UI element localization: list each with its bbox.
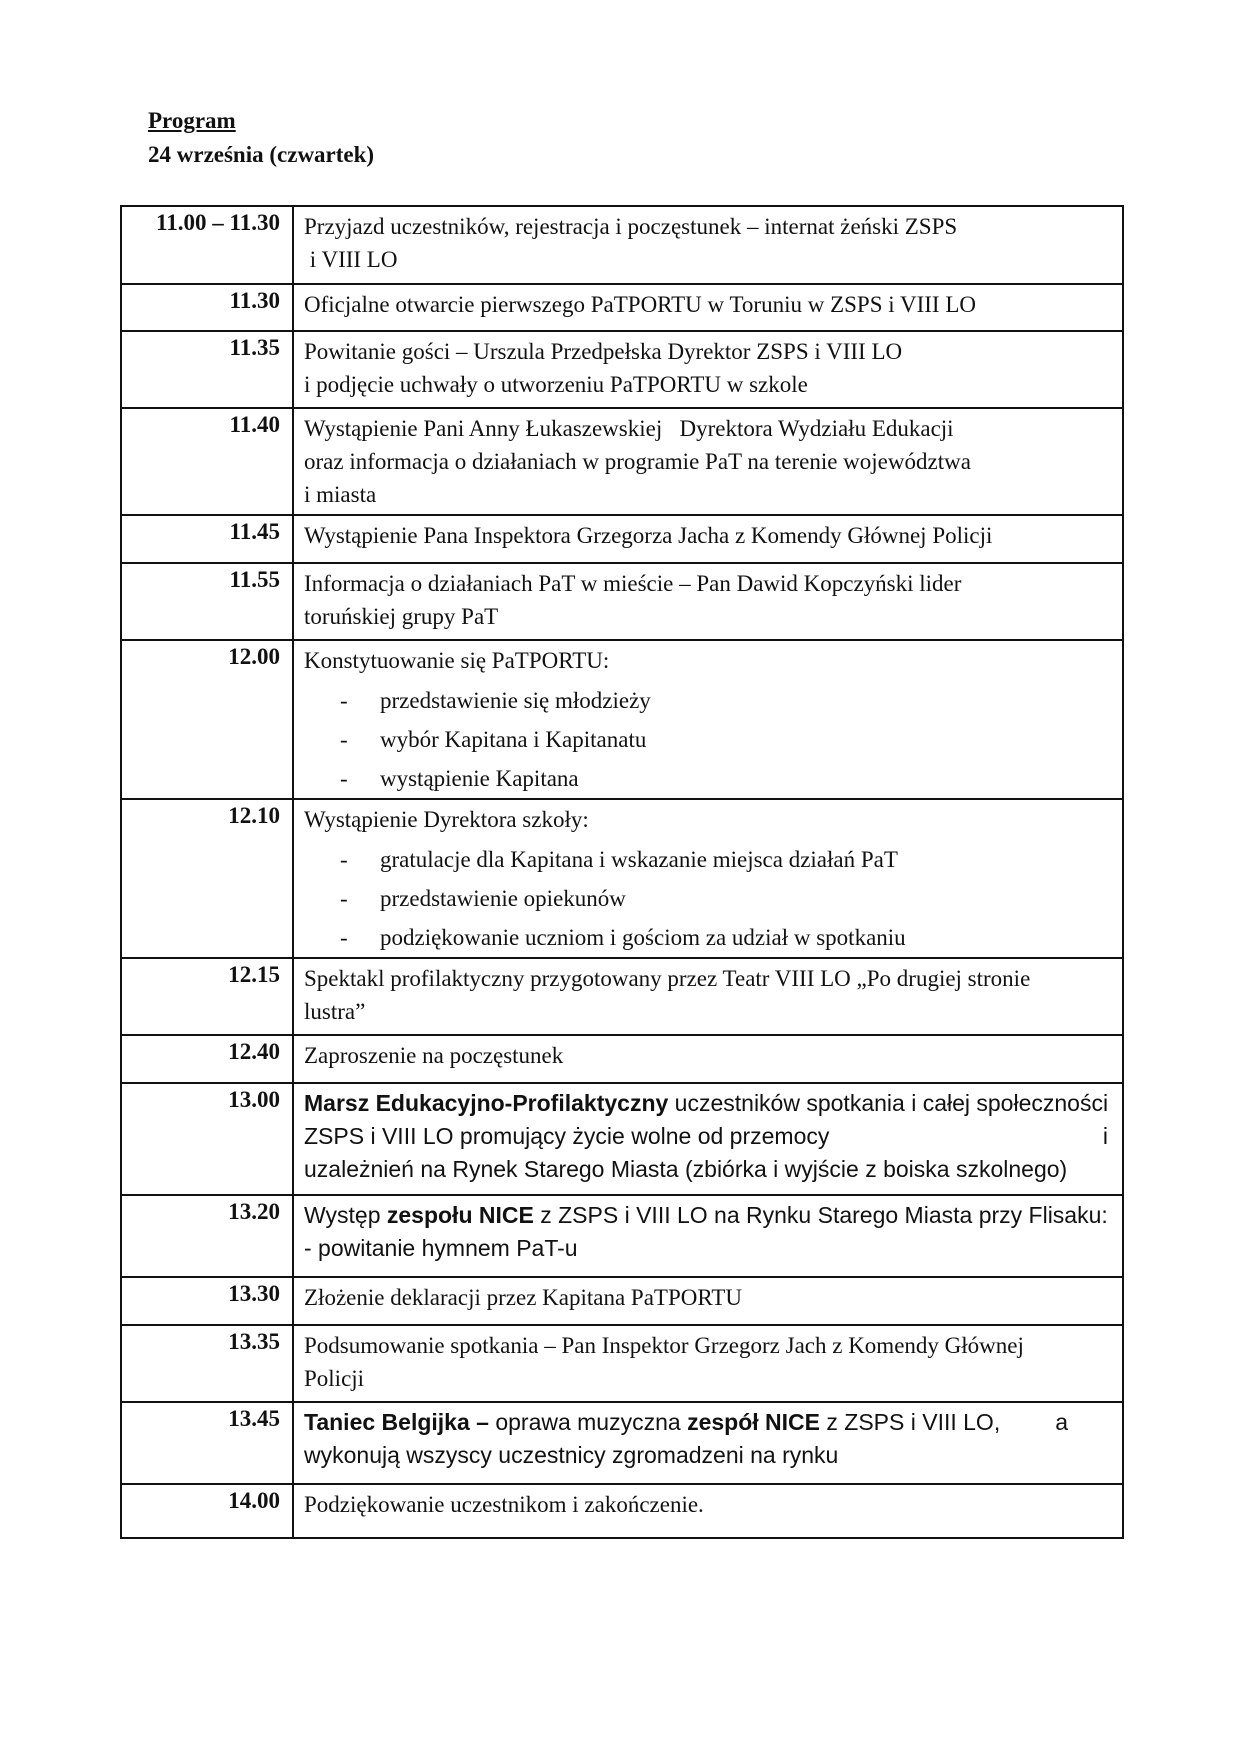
description-cell <box>293 1325 1123 1402</box>
description-cell <box>293 640 1123 799</box>
description-cell <box>293 331 1123 408</box>
description-cell <box>293 1195 1123 1277</box>
description-line: toruńskiej grupy PaT <box>304 604 499 629</box>
description-cell <box>293 408 1123 515</box>
description-line: i podjęcie uchwały o utworzeniu PaTPORTU w szkole <box>304 372 808 397</box>
table-row <box>121 331 1123 408</box>
time-cell: 12.15 <box>121 958 293 1035</box>
list-item: - gratulacje dla Kapitana i wskazanie miejsca działań PaT <box>340 847 898 872</box>
time-cell: 13.00 <box>121 1083 293 1195</box>
page-subtitle-date: 24 września (czwartek) <box>148 142 375 167</box>
description-line: Marsz Edukacyjno-Profilaktyczny uczestników spotkania i całej społeczności <box>304 1090 1109 1116</box>
table-row <box>121 408 1123 515</box>
time-cell: 11.40 <box>121 408 293 515</box>
description-line: Wystąpienie Pana Inspektora Grzegorza Jacha z Komendy Głównej Policji <box>304 523 993 548</box>
list-item: - podziękowanie uczniom i gościom za udział w spotkaniu <box>340 925 906 950</box>
table-row <box>121 958 1123 1035</box>
description-line: Zaproszenie na poczęstunek <box>304 1043 564 1068</box>
time-cell: 11.30 <box>121 284 293 331</box>
description-line: uzależnień na Rynek Starego Miasta (zbiórka i wyjście z boiska szkolnego) <box>304 1156 1068 1182</box>
time-cell: 12.10 <box>121 799 293 958</box>
description-intro: Wystąpienie Dyrektora szkoły: <box>304 807 589 832</box>
table-row <box>121 640 1123 799</box>
description-cell <box>293 206 1123 284</box>
list-item: - wybór Kapitana i Kapitanatu <box>340 727 647 752</box>
table-row <box>121 1035 1123 1083</box>
time-cell: 11.55 <box>121 563 293 640</box>
table-row <box>121 1083 1123 1195</box>
bullet-list <box>304 840 1112 957</box>
description-line: Przyjazd uczestników, rejestracja i poczęstunek – internat żeński ZSPS <box>304 214 958 239</box>
description-line: Informacja o działaniach PaT w mieście – Pan Dawid Kopczyński lider <box>304 571 962 596</box>
description-cell <box>293 1277 1123 1325</box>
description-line: Policji <box>304 1366 365 1391</box>
time-cell: 13.30 <box>121 1277 293 1325</box>
description-line: lustra” <box>304 999 366 1024</box>
description-line: Powitanie gości – Urszula Przedpełska Dyrektor ZSPS i VIII LO <box>304 339 903 364</box>
description-line: - powitanie hymnem PaT-u <box>304 1235 578 1261</box>
time-cell: 12.00 <box>121 640 293 799</box>
description-line: oraz informacja o działaniach w programie PaT na terenie województwa <box>304 449 971 474</box>
program-table <box>120 205 1124 1539</box>
description-cell <box>293 1035 1123 1083</box>
table-row <box>121 563 1123 640</box>
description-cell <box>293 958 1123 1035</box>
time-cell: 12.40 <box>121 1035 293 1083</box>
description-cell <box>293 799 1123 958</box>
description-cell <box>293 1402 1123 1484</box>
time-cell: 14.00 <box>121 1484 293 1538</box>
time-cell: 11.00 – 11.30 <box>121 206 293 284</box>
table-row <box>121 1325 1123 1402</box>
bold-text: zespołu NICE <box>386 1202 534 1228</box>
table-row <box>121 1484 1123 1538</box>
table-row <box>121 1277 1123 1325</box>
table-row <box>121 515 1123 563</box>
description-line: Występ zespołu NICE z ZSPS i VIII LO na Rynku Starego Miasta przy Flisaku: <box>304 1202 1108 1228</box>
table-row <box>121 1195 1123 1277</box>
description-line: i miasta <box>304 482 377 507</box>
program-heading <box>148 104 374 172</box>
table-row <box>121 206 1123 284</box>
description-line: Złożenie deklaracji przez Kapitana PaTPORTU <box>304 1285 742 1310</box>
table-row <box>121 284 1123 331</box>
list-item: - przedstawienie opiekunów <box>340 886 626 911</box>
description-cell <box>293 563 1123 640</box>
bold-text: Marsz Edukacyjno-Profilaktyczny <box>304 1090 669 1116</box>
description-cell <box>293 1484 1123 1538</box>
list-item: - przedstawienie się młodzieży <box>340 688 651 713</box>
description-line: Podsumowanie spotkania – Pan Inspektor Grzegorz Jach z Komendy Głównej <box>304 1333 1024 1358</box>
list-item: - wystąpienie Kapitana <box>340 766 579 791</box>
description-line: Taniec Belgijka – oprawa muzyczna zespół NICE z ZSPS i VIII LO, a <box>304 1409 1068 1435</box>
description-cell <box>293 284 1123 331</box>
description-line: ZSPS i VIII LO promujący życie wolne od przemocy i <box>304 1123 1108 1149</box>
time-cell: 11.45 <box>121 515 293 563</box>
description-line: Spektakl profilaktyczny przygotowany przez Teatr VIII LO „Po drugiej stronie <box>304 966 1031 991</box>
description-cell <box>293 1083 1123 1195</box>
time-cell: 13.35 <box>121 1325 293 1402</box>
bullet-list <box>304 681 1112 798</box>
description-cell <box>293 515 1123 563</box>
time-cell: 13.20 <box>121 1195 293 1277</box>
description-line: Wystąpienie Pani Anny Łukaszewskiej Dyrektora Wydziału Edukacji <box>304 416 954 441</box>
description-line: Podziękowanie uczestnikom i zakończenie. <box>304 1492 704 1517</box>
time-cell: 11.35 <box>121 331 293 408</box>
description-intro: Konstytuowanie się PaTPORTU: <box>304 648 610 673</box>
time-cell: 13.45 <box>121 1402 293 1484</box>
table-row <box>121 1402 1123 1484</box>
description-line: Oficjalne otwarcie pierwszego PaTPORTU w Toruniu w ZSPS i VIII LO <box>304 292 976 317</box>
bold-text: Taniec Belgijka – <box>304 1409 489 1435</box>
page-title: Program <box>148 108 236 133</box>
description-line: wykonują wszyscy uczestnicy zgromadzeni na rynku <box>304 1442 839 1468</box>
table-row <box>121 799 1123 958</box>
bold-text: zespół NICE <box>687 1409 820 1435</box>
description-line: i VIII LO <box>304 247 398 272</box>
